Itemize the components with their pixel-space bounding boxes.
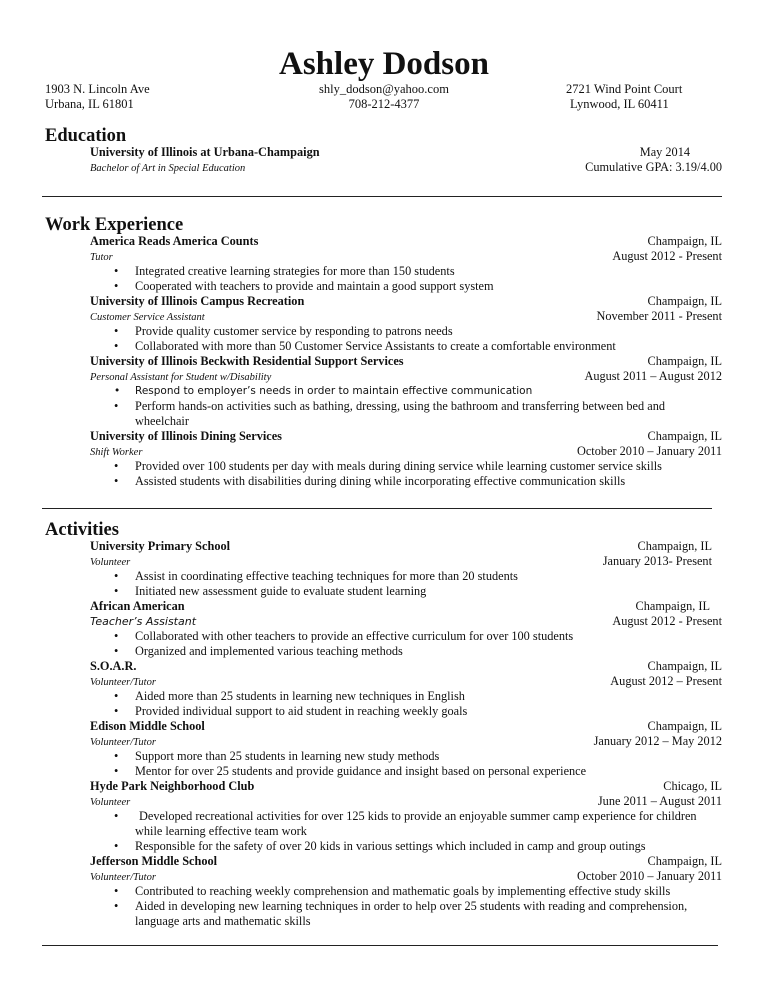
work-location: Champaign, IL [647,354,722,368]
work-dates: August 2012 - Present [612,249,722,263]
resume-name: Ashley Dodson [279,46,489,82]
bullet-dot: • [114,809,119,823]
right-address [566,82,682,112]
activity-location: Champaign, IL [637,539,712,553]
bullet-item: • Initiated new assessment guide to evaluate student learning [114,584,427,598]
bullet-item: • Support more than 25 students in learning new study methods [114,749,440,763]
phone-text: 708-212-4377 [348,97,420,111]
bullet-item: • Contributed to reaching weekly comprehension and mathematic goals by implementing effective study skills [114,884,671,898]
bullet-item: • Responsible for the safety of over 20 kids in various settings which included in camp and group outings [114,839,646,853]
education-entry [90,145,722,175]
activity-location: Champaign, IL [647,659,722,673]
activities-section [90,539,722,929]
bullet-item: • Respond to employer’s needs in order to maintain effective communication [114,385,533,397]
bullet-item: • Aided in developing new learning techniques in order to help over 25 students with reading and comprehension, [114,899,688,913]
section-divider [42,196,722,197]
bullet-dot: • [114,279,119,293]
work-location: Champaign, IL [647,234,722,248]
email-text: shly_dodson@yahoo.com [319,82,449,96]
section-title-work: Work Experience [45,215,184,235]
bullet-dot: • [114,584,119,598]
bullet-dot: • [114,459,119,473]
bullet-dot: • [114,689,119,703]
bullet-item: • Organized and implemented various teaching methods [114,644,403,658]
activity-location: Champaign, IL [647,854,722,868]
bullet-item: • Integrated creative learning strategies for more than 150 students [114,264,455,278]
work-dates: August 2011 – August 2012 [584,369,722,383]
activity-role: Volunteer [90,797,131,808]
bullet-dot: • [114,839,119,853]
graduation-date: May 2014 [639,145,690,159]
section-title-activities: Activities [45,520,119,540]
section-divider [42,508,712,509]
bullet-dot: • [114,749,119,763]
bullet-dot: • [114,884,119,898]
work-dates: November 2011 - Present [596,309,722,323]
activity-org: Edison Middle School [90,719,205,733]
bullet-continuation: while learning effective team work [135,824,307,838]
activity-dates: June 2011 – August 2011 [597,794,722,808]
activity-dates: January 2012 – May 2012 [593,734,722,748]
bullet-item: • Developed recreational activities for over 125 kids to provide an enjoyable summer camp experience for children [114,809,697,823]
section-divider [42,945,718,946]
bullet-dot: • [114,324,119,338]
activity-location: Champaign, IL [635,599,710,613]
work-org: University of Illinois Dining Services [90,429,282,443]
bullet-dot: • [114,644,119,658]
right-address-line: 2721 Wind Point Court [566,82,683,96]
activity-role: Volunteer/Tutor [90,737,156,748]
activity-org: Jefferson Middle School [90,854,218,868]
activity-role: Teacher’s Assistant [90,615,197,628]
bullet-item: • Aided more than 25 students in learning new techniques in English [114,689,465,703]
activity-dates: August 2012 - Present [612,614,722,628]
bullet-continuation: wheelchair [135,414,189,428]
bullet-dot: • [114,899,119,913]
activity-dates: August 2012 – Present [610,674,722,688]
bullet-dot: • [114,264,119,278]
bullet-dot: • [114,385,121,397]
activity-org: African American [90,599,185,613]
work-section [90,234,722,489]
left-address-line: 1903 N. Lincoln Ave [45,82,150,96]
bullet-dot: • [114,399,119,413]
work-role: Customer Service Assistant [90,312,205,323]
activity-role: Volunteer/Tutor [90,677,156,688]
work-dates: October 2010 – January 2011 [576,444,722,458]
section-title-education: Education [45,126,127,146]
bullet-dot: • [114,764,119,778]
work-role: Personal Assistant for Student w/Disability [90,372,272,383]
right-address-line: Lynwood, IL 60411 [570,97,669,111]
work-location: Champaign, IL [647,429,722,443]
bullet-dot: • [114,629,119,643]
bullet-item: • Provided individual support to aid student in reaching weekly goals [114,704,468,718]
bullet-dot: • [114,704,119,718]
bullet-item: • Collaborated with other teachers to provide an effective curriculum for over 100 students [114,629,574,643]
activity-org: University Primary School [90,539,231,553]
activity-role: Volunteer [90,557,131,568]
bullet-dot: • [114,569,119,583]
bullet-item: • Mentor for over 25 students and provide guidance and insight based on personal experience [114,764,587,778]
bullet-item: • Cooperated with teachers to provide and maintain a good support system [114,279,494,293]
bullet-item: • Perform hands-on activities such as bathing, dressing, using the bathroom and transferring between bed and [114,399,665,413]
activity-org: Hyde Park Neighborhood Club [90,779,255,793]
activity-org: S.O.A.R. [90,659,137,673]
left-address-line: Urbana, IL 61801 [45,97,134,111]
activity-location: Champaign, IL [647,719,722,733]
gpa-text: Cumulative GPA: 3.19/4.00 [585,160,722,174]
bullet-dot: • [114,339,119,353]
activity-location: Chicago, IL [663,779,722,793]
work-location: Champaign, IL [647,294,722,308]
bullet-item: • Collaborated with more than 50 Customer Service Assistants to create a comfortable environment [114,339,616,353]
activity-dates: October 2010 – January 2011 [576,869,722,883]
school-name: University of Illinois at Urbana-Champaign [90,145,320,159]
activity-dates: January 2013- Present [602,554,712,568]
work-org: University of Illinois Beckwith Residential Support Services [90,354,404,368]
bullet-item: • Assist in coordinating effective teaching techniques for more than 20 students [114,569,518,583]
work-role: Tutor [90,252,113,263]
bullet-continuation: language arts and mathematic skills [135,914,311,928]
activity-role: Volunteer/Tutor [90,872,156,883]
work-org: University of Illinois Campus Recreation [90,294,305,308]
work-role: Shift Worker [90,447,143,458]
work-org: America Reads America Counts [90,234,259,248]
bullet-item: • Assisted students with disabilities during dining while incorporating effective communication skills [114,474,626,488]
bullet-item: • Provided over 100 students per day with meals during dining service while learning customer service skills [114,459,662,473]
degree-name: Bachelor of Art in Special Education [90,163,246,174]
bullet-dot: • [114,474,119,488]
bullet-item: • Provide quality customer service by responding to patrons needs [114,324,453,338]
